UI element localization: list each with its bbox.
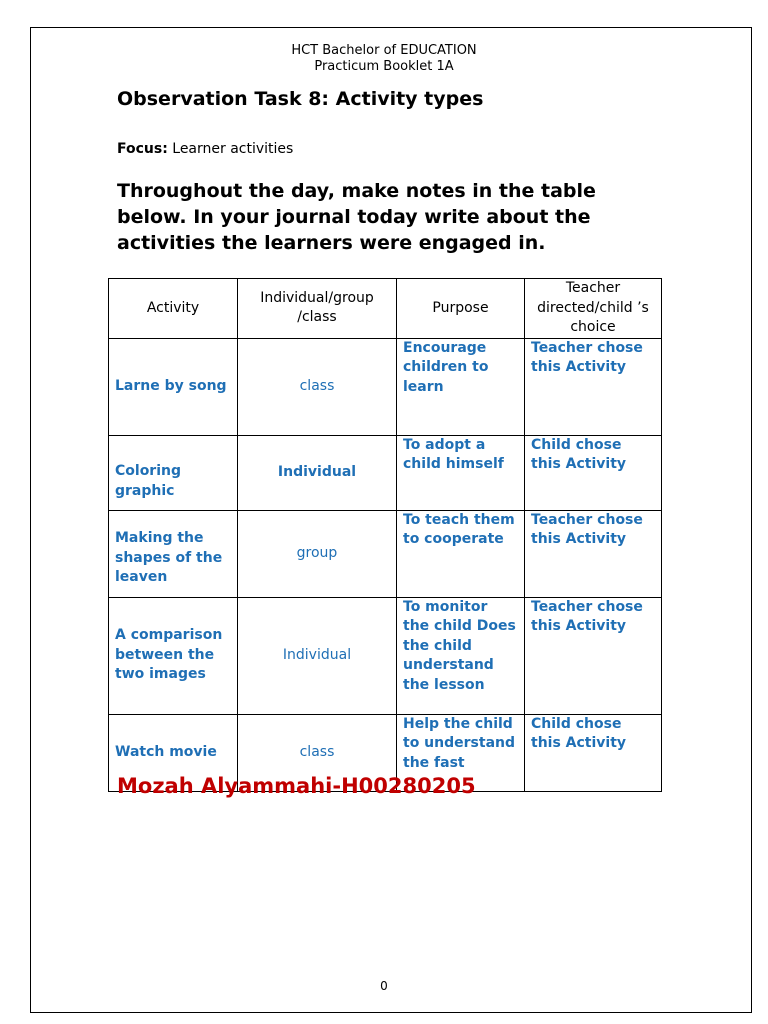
table-header-row — [109, 279, 662, 339]
table-row — [109, 435, 662, 510]
header-activity: Activity — [109, 279, 238, 339]
purpose-cell: To teach them to cooperate — [397, 510, 525, 597]
choice-cell: Teacher chose this Activity — [525, 338, 662, 435]
header-program: HCT Bachelor of EDUCATION — [291, 43, 477, 58]
activity-cell: Making the shapes of the leaven — [109, 510, 238, 597]
activity-table — [108, 278, 662, 792]
purpose-cell: To monitor the child Does the child understand the lesson — [397, 597, 525, 714]
mode-cell: Individual — [238, 435, 397, 510]
focus-line — [117, 140, 293, 158]
choice-cell: Teacher chose this Activity — [525, 510, 662, 597]
focus-text: Learner activities — [172, 141, 294, 157]
choice-cell: Teacher chose this Activity — [525, 597, 662, 714]
header-booklet: Practicum Booklet 1A — [314, 59, 454, 74]
purpose-cell: Encourage children to learn — [397, 338, 525, 435]
activity-cell: A comparison between the two images — [109, 597, 238, 714]
activity-cell: Larne by song — [109, 338, 238, 435]
purpose-cell: Help the child to understand the fast — [397, 714, 525, 791]
header-teacher-directed-child-choice: Teacher directed/child ’s choice — [525, 279, 662, 339]
activity-cell: Watch movie — [109, 714, 238, 791]
table-row — [109, 510, 662, 597]
header-purpose: Purpose — [397, 279, 525, 339]
focus-label: Focus: — [117, 141, 168, 157]
instructions: Throughout the day, make notes in the table below. In your journal today write about the activities the learners were engaged in. — [117, 180, 596, 254]
mode-cell: Individual — [238, 597, 397, 714]
table-row — [109, 338, 662, 435]
mode-cell: class — [238, 714, 397, 791]
author-name: Mozah Alyammahi-H00280205 — [117, 774, 476, 798]
choice-cell: Child chose this Activity — [525, 435, 662, 510]
task-title: Observation Task 8: Activity types — [117, 88, 484, 110]
page-number: 0 — [380, 979, 388, 993]
header-individual-group-class: Individual/group /class — [238, 279, 397, 339]
table-row — [109, 597, 662, 714]
choice-cell: Child chose this Activity — [525, 714, 662, 791]
mode-cell: group — [238, 510, 397, 597]
purpose-cell: To adopt a child himself — [397, 435, 525, 510]
mode-cell: class — [238, 338, 397, 435]
activity-cell: Coloring graphic — [109, 435, 238, 510]
